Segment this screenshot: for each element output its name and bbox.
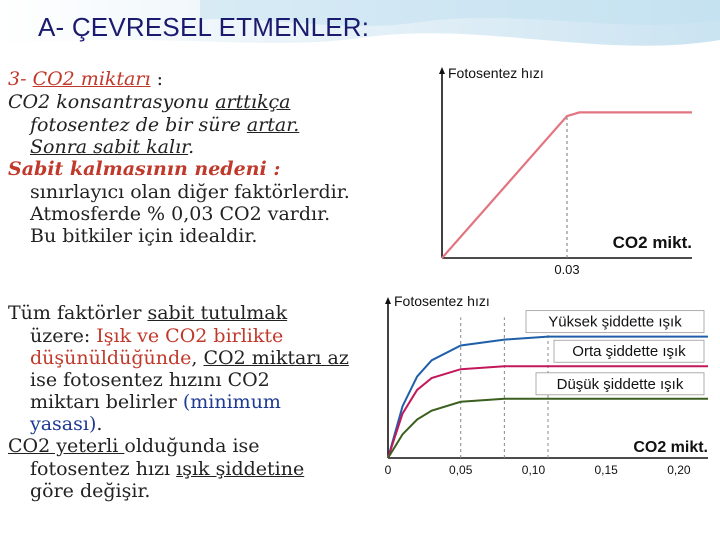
b2-line-3-mid: , [191, 347, 204, 369]
heading-prefix: 3- [8, 68, 33, 90]
b2-line-6-text: . [96, 413, 103, 435]
b2-line-2-red: Işık ve CO2 birlikte [96, 325, 284, 347]
line-7: Bu bitkiler için idealdir. [30, 225, 258, 247]
b2-line-3-underline: CO2 miktarı az [203, 347, 349, 369]
b2-line-7-text: olduğunda ise [124, 435, 260, 457]
b2-line-8 [8, 458, 388, 480]
line-1-text: CO2 konsantrasyonu [8, 91, 216, 113]
x-tick-label: 0,05 [449, 463, 473, 477]
y-axis-label: Fotosentez hızı [448, 65, 544, 81]
legend-label: Yüksek şiddette ışık [548, 313, 682, 331]
b2-line-3-red: düşünüldüğünde [30, 347, 192, 369]
x-tick-label: 0,10 [521, 463, 546, 477]
x-axis-label: CO2 mikt. [633, 439, 708, 456]
b2-line-3 [8, 347, 388, 369]
b2-line-4: ise fotosentez hızını CO2 [30, 369, 270, 391]
b2-line-7-underline: CO2 yeterli [8, 435, 125, 457]
x-tick-label: 0,20 [667, 463, 691, 477]
text-block-co2-amount [8, 68, 408, 247]
b2-line-8-underline: ışık şiddetine [176, 458, 305, 480]
b2-line-8-text: fotosentez hızı [30, 458, 177, 480]
heading-underlined: CO2 miktarı [32, 68, 151, 90]
line-2 [8, 114, 408, 136]
line-5: sınırlayıcı olan diğer faktörlerdir. [30, 181, 350, 203]
b2-line-6-blue: yasası) [30, 413, 97, 435]
chart-light-intensity-co2 [378, 288, 714, 490]
x-axis-label: CO2 mikt. [612, 233, 692, 252]
legend-label: Orta şiddette ışık [572, 343, 686, 361]
b2-line-1-text: Tüm faktörler [8, 302, 148, 324]
chart-co2-saturation [422, 62, 708, 286]
b2-line-2 [8, 325, 388, 347]
x-tick-label: 0,15 [594, 463, 618, 477]
line-1 [8, 91, 408, 114]
line-3-underline: Sonra sabit kalır [30, 136, 189, 158]
legend-label: Düşük şiddette ışık [556, 375, 684, 393]
line-2-underline: artar. [246, 114, 300, 136]
line-3 [8, 136, 408, 158]
heading-suffix: : [150, 68, 163, 90]
line-1-underline: arttıkça [215, 91, 291, 113]
b2-line-5-text: miktarı belirler [30, 391, 183, 413]
text-block-light-co2 [8, 302, 388, 502]
x-tick-label: 0.03 [554, 262, 580, 277]
b2-line-7 [8, 435, 388, 458]
line-6: Atmosferde % 0,03 CO2 vardır. [30, 203, 331, 225]
line-4 [8, 158, 408, 181]
line-3-text: . [188, 136, 195, 158]
b2-line-1 [8, 302, 388, 325]
b2-line-9: göre değişir. [30, 480, 151, 502]
slide-title: A- ÇEVRESEL ETMENLER: [38, 12, 370, 42]
b2-line-2-text: üzere: [30, 325, 97, 347]
heading-line [8, 68, 408, 91]
b2-line-6 [8, 413, 388, 435]
line-4-text: Sabit kalmasının nedeni : [8, 158, 281, 180]
line-2-text: fotosentez de bir süre [30, 114, 247, 136]
b2-line-5-blue: (minimum [182, 391, 281, 413]
y-axis-label: Fotosentez hızı [394, 293, 490, 309]
b2-line-1-underline: sabit tutulmak [147, 302, 288, 324]
x-tick-label: 0 [384, 463, 392, 477]
b2-line-5 [8, 391, 388, 413]
